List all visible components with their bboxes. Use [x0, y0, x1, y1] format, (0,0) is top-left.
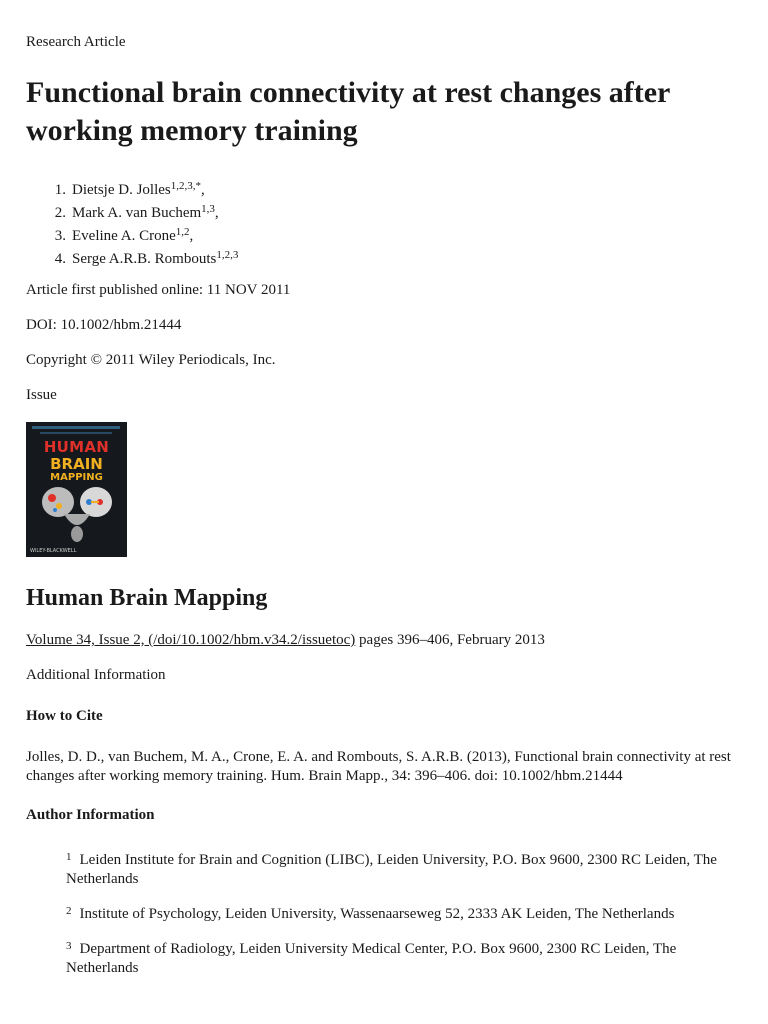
cover-publisher: WILEY-BLACKWELL	[30, 548, 77, 554]
author-link[interactable]: Dietsje D. Jolles	[72, 182, 171, 198]
published-date: Article first published online: 11 NOV 2011	[26, 282, 291, 298]
author-item: 4. Serge A.R.B. Rombouts$^{1,2,3}$	[54, 249, 239, 267]
author-affiliation-marks[interactable]: 1,2	[175, 226, 190, 238]
article-title: Functional brain connectivity at rest changes after working memory training	[26, 76, 670, 147]
author-link[interactable]: Eveline A. Crone	[72, 228, 176, 244]
cover-title-brain: BRAIN	[50, 455, 103, 473]
additional-info-toggle[interactable]: Additional Information	[26, 667, 166, 683]
author-item: 2. Mark A. van Buchem$^{1,3}$,	[54, 203, 219, 221]
affiliation-item: $^1$ Leiden Institute for Brain and Cognition (LIBC), Leiden University, P.O. Box 9600, 2300 RC Leiden, The Netherlands	[66, 851, 717, 887]
cover-title-human: HUMAN	[43, 438, 110, 456]
affiliation-item: $^2$ Institute of Psychology, Leiden University, Wassenaarseweg 52, 2333 AK Leiden, The Netherlands	[66, 905, 675, 922]
issue-toc-link[interactable]: Volume 34, Issue 2, (/doi/10.1002/hbm.v34.2/issuetoc)	[26, 632, 356, 648]
pages-date: pages 396–406, February 2013	[355, 632, 545, 648]
doi: DOI: 10.1002/hbm.21444	[26, 317, 182, 333]
citation-text: Jolles, D. D., van Buchem, M. A., Crone, E. A. and Rombouts, S. A.R.B. (2013), Functional brain connectivity at rest changes after working memory training. Hum. Brain Mapp., 34: 396–406. doi: 10.1002/hbm.21444	[26, 749, 731, 784]
author-affiliation-marks[interactable]: 1,3	[201, 203, 215, 215]
journal-cover-image[interactable]	[26, 422, 127, 557]
author-item: 3. Eveline A. Crone$^{1,2}$,	[54, 226, 194, 244]
cover-title-mapping: MAPPING	[50, 472, 103, 483]
issue-label: Issue	[26, 387, 57, 403]
copyright: Copyright © 2011 Wiley Periodicals, Inc.	[26, 352, 276, 368]
how-to-cite-heading: How to Cite	[26, 708, 103, 724]
volume-info	[26, 632, 545, 649]
affiliation-item: $^3$ Department of Radiology, Leiden University Medical Center, P.O. Box 9600, 2300 RC Leiden, The Netherlands	[66, 940, 677, 976]
author-info-heading: Author Information	[26, 807, 155, 823]
article-type: Research Article	[26, 34, 126, 50]
author-list	[26, 176, 238, 268]
author-link[interactable]: Mark A. van Buchem	[72, 205, 202, 221]
author-affiliation-marks[interactable]: 1,2,3,*	[170, 180, 201, 192]
journal-name: Human Brain Mapping	[26, 585, 268, 611]
cover-brain-illustration	[26, 484, 127, 546]
author-link[interactable]: Serge A.R.B. Rombouts	[72, 251, 217, 267]
author-affiliation-marks[interactable]: 1,2,3	[216, 249, 239, 261]
author-item: 1. Dietsje D. Jolles$^{1,2,3,*}$,	[54, 180, 205, 198]
